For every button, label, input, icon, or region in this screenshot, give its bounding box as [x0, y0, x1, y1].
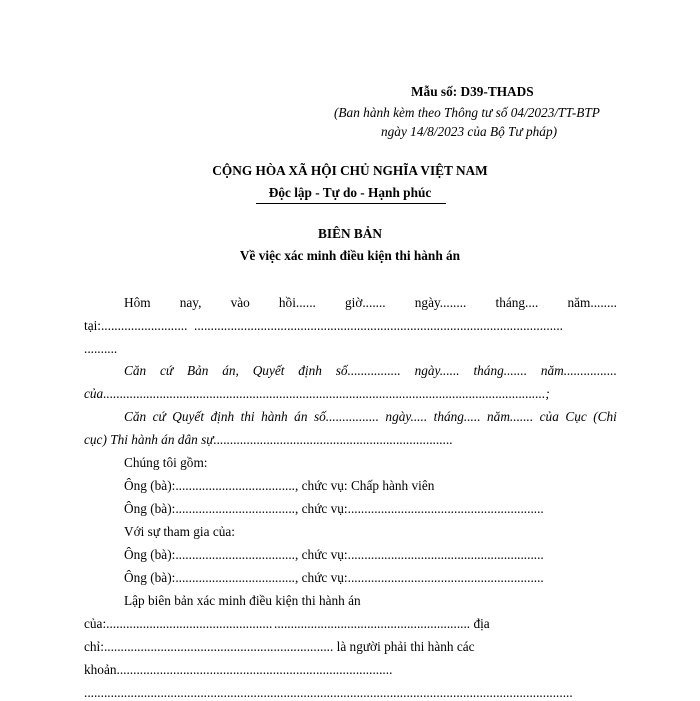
- document-title: BIÊN BẢN: [318, 226, 382, 241]
- basis-judgment-line: [124, 363, 617, 379]
- issued-note-line1: (Ban hành kèm theo Thông tư số 04/2023/TT-BTP: [334, 105, 600, 120]
- national-motto: Độc lập - Tự do - Hạnh phúc: [268, 185, 432, 200]
- subject-address: chỉ:..................................................................... là người phải thi hành các: [84, 639, 475, 654]
- basis-word: (Chi: [593, 409, 617, 424]
- basis-word: ngày......: [414, 363, 460, 378]
- time-word: hồi......: [278, 295, 316, 310]
- participant-line: Ông (bà):...................................., chức vụ:...........................................................: [124, 547, 544, 562]
- basis-word: của: [539, 409, 559, 424]
- subject-obligations: khoản...................................................................................: [84, 662, 393, 677]
- time-word: nay,: [179, 295, 202, 310]
- final-dots: ...................................................................................................................................................: [84, 685, 573, 700]
- participant-line: Ông (bà):...................................., chức vụ:...........................................................: [124, 570, 544, 585]
- basis-word: Quyết: [172, 409, 205, 424]
- basis-word: số................: [313, 409, 379, 424]
- national-title: CỘNG HÒA XÃ HỘI CHỦ NGHĨA VIỆT NAM: [212, 163, 488, 178]
- subject-of-right: ........................................................... địa: [274, 616, 490, 631]
- time-word: giờ.......: [344, 295, 386, 310]
- basis-word: Quyết: [252, 363, 285, 378]
- place-label: tại:..........................: [84, 318, 188, 333]
- basis-word: Căn: [124, 409, 147, 424]
- record-statement: Lập biên bản xác minh điều kiện thi hành án: [124, 593, 361, 608]
- basis-word: năm.......: [487, 409, 534, 424]
- subject-of-left: của:..................................................: [84, 616, 273, 631]
- document-subtitle: Về việc xác minh điều kiện thi hành án: [239, 248, 461, 263]
- time-word: tháng....: [495, 295, 539, 310]
- basis-word: Bản: [186, 363, 209, 378]
- basis-word: định: [298, 363, 322, 378]
- basis-word: Cục: [565, 409, 587, 424]
- member-line: Ông (bà):...................................., chức vụ: Chấp hành viên: [124, 478, 435, 493]
- time-word: ngày........: [414, 295, 467, 310]
- basis-decision-continuation: cục) Thi hành án dân sự........................................................................: [84, 432, 453, 447]
- time-word: Hôm: [124, 295, 151, 310]
- members-heading: Chúng tôi gồm:: [124, 455, 208, 470]
- motto-underline: [256, 203, 446, 204]
- place-dots: ...............................................................................................................: [194, 318, 563, 333]
- time-word: vào: [230, 295, 250, 310]
- place-continuation: ..........: [84, 341, 118, 356]
- basis-word: năm................: [540, 363, 617, 378]
- basis-word: số................: [335, 363, 401, 378]
- basis-word: tháng.....: [433, 409, 481, 424]
- time-word: năm........: [567, 295, 617, 310]
- time-line: [124, 295, 617, 311]
- basis-word: định: [210, 409, 235, 424]
- member-line: Ông (bà):...................................., chức vụ:...........................................................: [124, 501, 544, 516]
- basis-judgment-continuation: của.....................................................................................................................................;: [84, 386, 550, 401]
- basis-word: cứ: [152, 409, 166, 424]
- basis-word: ngày.....: [385, 409, 428, 424]
- basis-word: án,: [222, 363, 239, 378]
- basis-word: tháng.......: [473, 363, 528, 378]
- basis-word: án: [294, 409, 308, 424]
- basis-word: hành: [261, 409, 288, 424]
- form-code: Mẫu số: D39-THADS: [411, 84, 534, 99]
- participants-heading: Với sự tham gia của:: [124, 524, 235, 539]
- basis-word: thi: [240, 409, 255, 424]
- basis-word: cứ: [160, 363, 174, 378]
- basis-decision-line: [124, 409, 617, 425]
- issued-note-line2: ngày 14/8/2023 của Bộ Tư pháp): [381, 124, 558, 139]
- basis-word: Căn: [124, 363, 147, 378]
